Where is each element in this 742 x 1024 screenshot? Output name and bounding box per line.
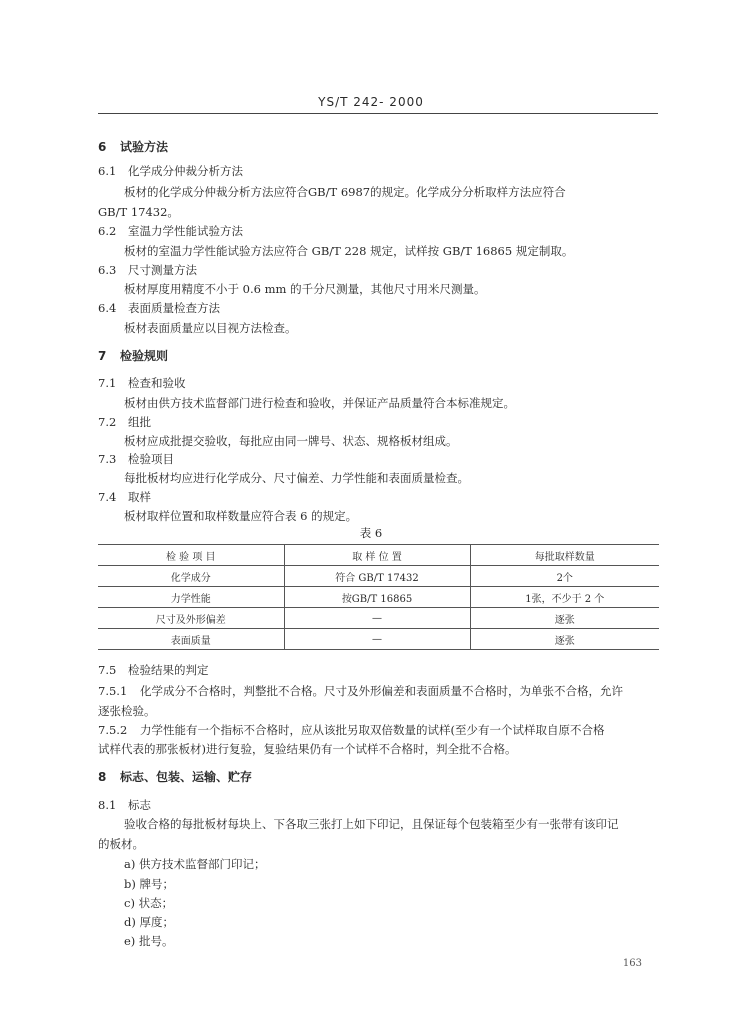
table-cell: 尺寸及外形偏差 bbox=[98, 608, 284, 629]
subsection-title: 7.4 取样 bbox=[98, 490, 151, 504]
section-heading-8: 8 标志、包装、运输、贮存 bbox=[98, 770, 253, 784]
table-header-cell: 每批取样数量 bbox=[470, 545, 659, 566]
subsection-title: 7.2 组批 bbox=[98, 415, 151, 429]
subsection-title: 6.4 表面质量检查方法 bbox=[98, 301, 220, 315]
section-heading-7: 7 检验规则 bbox=[98, 349, 169, 363]
table-header-cell: 检 验 项 目 bbox=[98, 545, 284, 566]
paragraph: 7.5.1 化学成分不合格时，判整批不合格。尺寸及外形偏差和表面质量不合格时，为单张不合格，允许 bbox=[98, 684, 623, 698]
subsection-title: 6.3 尺寸测量方法 bbox=[98, 263, 197, 277]
subsection-title: 8.1 标志 bbox=[98, 798, 151, 812]
table-cell: 符合 GB/T 17432 bbox=[284, 566, 470, 587]
table-cell: 化学成分 bbox=[98, 566, 284, 587]
table-row bbox=[98, 608, 659, 629]
subsection-title: 7.1 检查和验收 bbox=[98, 376, 186, 390]
list-item: a) 供方技术监督部门印记； bbox=[124, 857, 266, 871]
paragraph: 板材的室温力学性能试验方法应符合 GB/T 228 规定，试样按 GB/T 16865 规定制取。 bbox=[124, 244, 574, 258]
list-item: d) 厚度； bbox=[124, 915, 175, 929]
subsection-title: 6.1 化学成分仲裁分析方法 bbox=[98, 164, 243, 178]
table-cell: — bbox=[284, 608, 470, 629]
inspection-table bbox=[98, 544, 659, 650]
list-item: b) 牌号； bbox=[124, 877, 175, 891]
table-header-row bbox=[98, 545, 659, 566]
table-header-cell: 取 样 位 置 bbox=[284, 545, 470, 566]
paragraph: GB/T 17432。 bbox=[98, 205, 179, 219]
table-row bbox=[98, 566, 659, 587]
page-number: 163 bbox=[622, 958, 642, 969]
paragraph: 板材应成批提交验收，每批应由同一牌号、状态、规格板材组成。 bbox=[124, 434, 458, 448]
table-row bbox=[98, 587, 659, 608]
paragraph: 板材取样位置和取样数量应符合表 6 的规定。 bbox=[124, 509, 358, 523]
paragraph: 板材厚度用精度不小于 0.6 mm 的千分尺测量，其他尺寸用米尺测量。 bbox=[124, 282, 486, 296]
running-header: YS/T 242- 2000 bbox=[318, 95, 424, 109]
table-cell: — bbox=[284, 629, 470, 650]
list-item: c) 状态； bbox=[124, 896, 174, 910]
subsection-title: 7.5 检验结果的判定 bbox=[98, 663, 209, 677]
paragraph: 逐张检验。 bbox=[98, 704, 156, 718]
table-cell: 1张，不少于 2 个 bbox=[470, 587, 659, 608]
table-cell: 逐张 bbox=[470, 608, 659, 629]
list-item: e) 批号。 bbox=[124, 934, 174, 948]
header-rule bbox=[98, 113, 658, 114]
paragraph: 7.5.2 力学性能有一个指标不合格时，应从该批另取双倍数量的试样(至少有一个试样取自原不合格 bbox=[98, 723, 605, 737]
subsection-title: 6.2 室温力学性能试验方法 bbox=[98, 224, 243, 238]
table-cell: 逐张 bbox=[470, 629, 659, 650]
paragraph: 试样代表的那张板材)进行复验，复验结果仍有一个试样不合格时，判全批不合格。 bbox=[98, 742, 517, 756]
table-row bbox=[98, 629, 659, 650]
table-caption: 表 6 bbox=[359, 526, 383, 540]
paragraph: 的板材。 bbox=[98, 837, 144, 851]
table-cell: 2个 bbox=[470, 566, 659, 587]
paragraph: 验收合格的每批板材每块上、下各取三张打上如下印记，且保证每个包装箱至少有一张带有该印记 bbox=[124, 817, 619, 831]
subsection-title: 7.3 检验项目 bbox=[98, 452, 174, 466]
table-cell: 力学性能 bbox=[98, 587, 284, 608]
table-cell: 表面质量 bbox=[98, 629, 284, 650]
table-cell: 按GB/T 16865 bbox=[284, 587, 470, 608]
paragraph: 板材表面质量应以目视方法检查。 bbox=[124, 321, 297, 335]
paragraph: 板材由供方技术监督部门进行检查和验收，并保证产品质量符合本标准规定。 bbox=[124, 396, 515, 410]
section-heading-6: 6 试验方法 bbox=[98, 140, 169, 154]
paragraph: 每批板材均应进行化学成分、尺寸偏差、力学性能和表面质量检查。 bbox=[124, 471, 469, 485]
paragraph: 板材的化学成分仲裁分析方法应符合GB/T 6987的规定。化学成分分析取样方法应符合 bbox=[124, 185, 566, 199]
